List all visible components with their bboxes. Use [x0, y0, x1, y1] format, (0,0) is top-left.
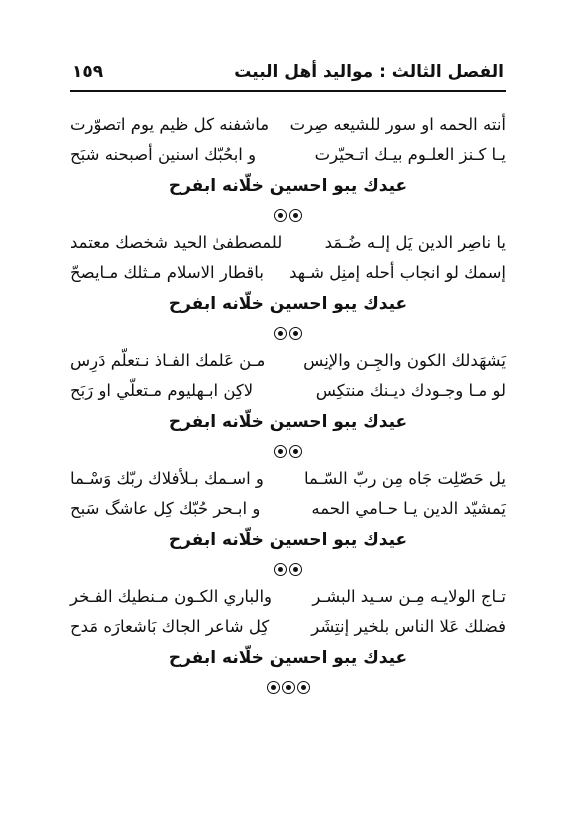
ornament-divider [70, 320, 506, 346]
flower-ornament-icon [289, 209, 302, 222]
poem-body [70, 110, 506, 700]
verse-second-half: مـن عَلمك الفـاذ نـتعلّم دَرِس [70, 351, 266, 370]
verse-line [70, 110, 506, 140]
stanza [70, 110, 506, 228]
ornament-divider [70, 202, 506, 228]
verse-second-half: للمصطفىٰ الحيد شخصك معتمد [70, 233, 283, 252]
refrain-line: عيدك يبو احسين خلّانه ابفرح [168, 176, 408, 196]
flower-ornament-icon [289, 563, 302, 576]
page-number: ١٥٩ [72, 62, 104, 82]
chapter-title: الفصل الثالث : مواليد أهل البيت [234, 62, 504, 82]
verse-first-half: إسمك لو انجاب أحله إمنِل شـهد [289, 263, 506, 282]
verse-first-half: فضلك عَلا الناس بلخير إنتِشَر [311, 617, 506, 636]
verse-first-half: يل حَصّلِت جَاه مِن ربّ السّـما [304, 469, 506, 488]
verse-first-half: تـاج الولايـه مِـن سـيد البشـر [312, 587, 506, 606]
verse-line [70, 228, 506, 258]
refrain-line: عيدك يبو احسين خلّانه ابفرح [168, 294, 408, 314]
verse-first-half: يا ناصِر الدين يَل إلـه ضُـمَد [324, 233, 506, 252]
flower-ornament-icon [289, 445, 302, 458]
ornament-divider [70, 438, 506, 464]
verse-first-half: يـا كـنز العلـوم بيـك اتـحيّرت [314, 145, 506, 164]
refrain-line: عيدك يبو احسين خلّانه ابفرح [168, 648, 408, 668]
stanza [70, 346, 506, 464]
verse-line [70, 376, 506, 406]
flower-ornament-icon [282, 681, 295, 694]
page-header [70, 58, 506, 92]
verse-second-half: كِل شاعر الجاك بَاشعارَه مَدح [70, 617, 270, 636]
flower-ornament-icon [297, 681, 310, 694]
flower-ornament-icon [289, 327, 302, 340]
verse-first-half: يَشهَدلك الكون والجِـن والإنِس [303, 351, 506, 370]
verse-second-half: والباري الكـون مـنطيك الفـخر [70, 587, 273, 606]
ornament-divider [70, 674, 506, 700]
stanza [70, 582, 506, 700]
verse-line [70, 582, 506, 612]
verse-line [70, 346, 506, 376]
verse-second-half: ماشفنه كل ظيم يوم اتصوّرت [70, 115, 270, 134]
verse-line [70, 612, 506, 642]
flower-ornament-icon [267, 681, 280, 694]
verse-line [70, 258, 506, 288]
verse-second-half: و اسـمك بـلأفلاك ربّك وَسْـما [70, 469, 264, 488]
verse-first-half: لو مـا وجـودك ديـنك منتكِس [315, 381, 506, 400]
verse-second-half: لاكِن ابـهليوم مـتعلّي او رَبَح [70, 381, 254, 400]
verse-first-half: يَمشيّد الدين يـا حـامي الحمه [311, 499, 506, 518]
verse-second-half: و ابحُبّك اسنين أصبحنه شبَح [70, 145, 257, 164]
refrain-line: عيدك يبو احسين خلّانه ابفرح [168, 412, 408, 432]
flower-ornament-icon [274, 563, 287, 576]
verse-second-half: باقطار الاسلام مـثلك مـايصحّ [70, 263, 264, 282]
flower-ornament-icon [274, 209, 287, 222]
verse-line [70, 464, 506, 494]
ornament-divider [70, 556, 506, 582]
stanza [70, 228, 506, 346]
refrain-line: عيدك يبو احسين خلّانه ابفرح [168, 530, 408, 550]
flower-ornament-icon [274, 327, 287, 340]
flower-ornament-icon [274, 445, 287, 458]
stanza [70, 464, 506, 582]
verse-line [70, 140, 506, 170]
verse-second-half: و ابـحر حُبّك كِل عاشگ سَبح [70, 499, 261, 518]
verse-line [70, 494, 506, 524]
verse-first-half: أنته الحمه او سور للشيعه صِرت [289, 115, 506, 134]
